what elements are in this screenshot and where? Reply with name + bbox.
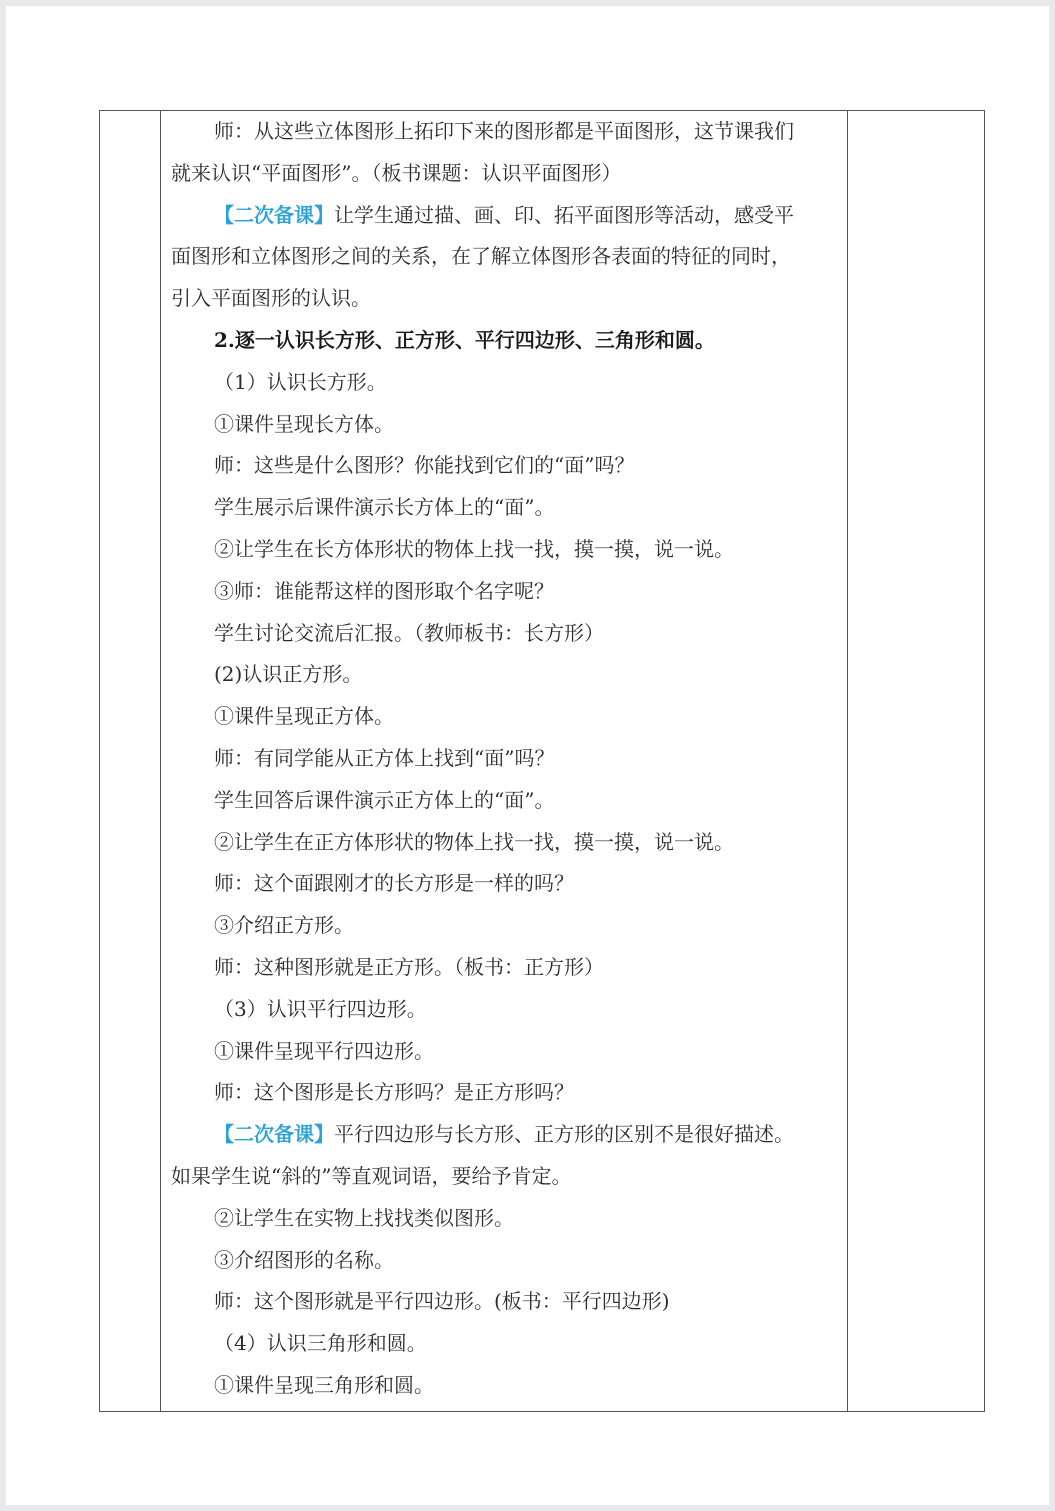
table-row [100,111,985,1412]
text-line: （4）认识三角形和圆。 [214,1331,427,1356]
text-line: 师：这个面跟刚才的长方形是一样的吗？ [214,871,574,896]
text-line: （1）认识长方形。 [214,369,387,394]
main-content-cell [161,111,848,1412]
document-page [6,6,1049,1505]
text-line: ②让学生在实物上找找类似图形。 [214,1205,514,1230]
text-line: 学生展示后课件演示长方体上的“面”。 [214,495,555,520]
right-column-cell [848,111,985,1412]
text-line: 引入平面图形的认识。 [171,286,371,311]
text-line: ②让学生在正方体形状的物体上找一找，摸一摸，说一说。 [214,829,734,854]
text-line: 师：这些是什么图形？你能找到它们的“面”吗？ [214,453,635,478]
text-line: 师：这种图形就是正方形。（板书：正方形） [214,954,604,979]
text-line: 如果学生说“斜的”等直观词语，要给予肯定。 [171,1163,572,1188]
section-heading: 2.逐一认识长方形、正方形、平行四边形、三角形和圆。 [214,327,715,352]
lesson-plan-table [99,110,985,1412]
text-line: ①课件呈现长方体。 [214,411,394,436]
text-line: 师：这个图形是长方形吗？是正方形吗？ [214,1080,574,1105]
text-line: 师：有同学能从正方体上找到“面”吗？ [214,745,555,770]
revision-tag: 【二次备课】 [214,1122,334,1147]
left-column-cell [100,111,161,1412]
text-line: ②让学生在长方体形状的物体上找一找，摸一摸，说一说。 [214,536,734,561]
text-line: 师：这个图形就是平行四边形。(板书：平行四边形) [214,1289,670,1314]
text-line: (2)认识正方形。 [214,662,363,687]
text-line: ③师：谁能帮这样的图形取个名字呢？ [214,578,554,603]
text-line: ①课件呈现正方体。 [214,704,394,729]
revision-tag: 【二次备课】 [214,202,334,227]
text-line: 学生回答后课件演示正方体上的“面”。 [214,787,555,812]
text-line: 面图形和立体图形之间的关系，在了解立体图形各表面的特征的同时， [171,244,791,269]
text-line: 就来认识“平面图形”。（板书课题：认识平面图形） [171,160,622,185]
text-line: ③介绍正方形。 [214,913,354,938]
text-line: 师：从这些立体图形上拓印下来的图形都是平面图形，这节课我们 [214,119,794,143]
text-line: 学生讨论交流后汇报。（教师板书：长方形） [214,620,604,645]
text-line: ③介绍图形的名称。 [214,1247,394,1272]
text-line: 【二次备课】让学生通过描、画、印、拓平面图形等活动，感受平 [214,202,794,227]
text-line: ①课件呈现平行四边形。 [214,1038,434,1063]
text-line: （3）认识平行四边形。 [214,996,427,1021]
lesson-content [161,111,847,1407]
text-line: ①课件呈现三角形和圆。 [214,1372,434,1397]
text-line: 【二次备课】平行四边形与长方形、正方形的区别不是很好描述。 [214,1122,794,1147]
